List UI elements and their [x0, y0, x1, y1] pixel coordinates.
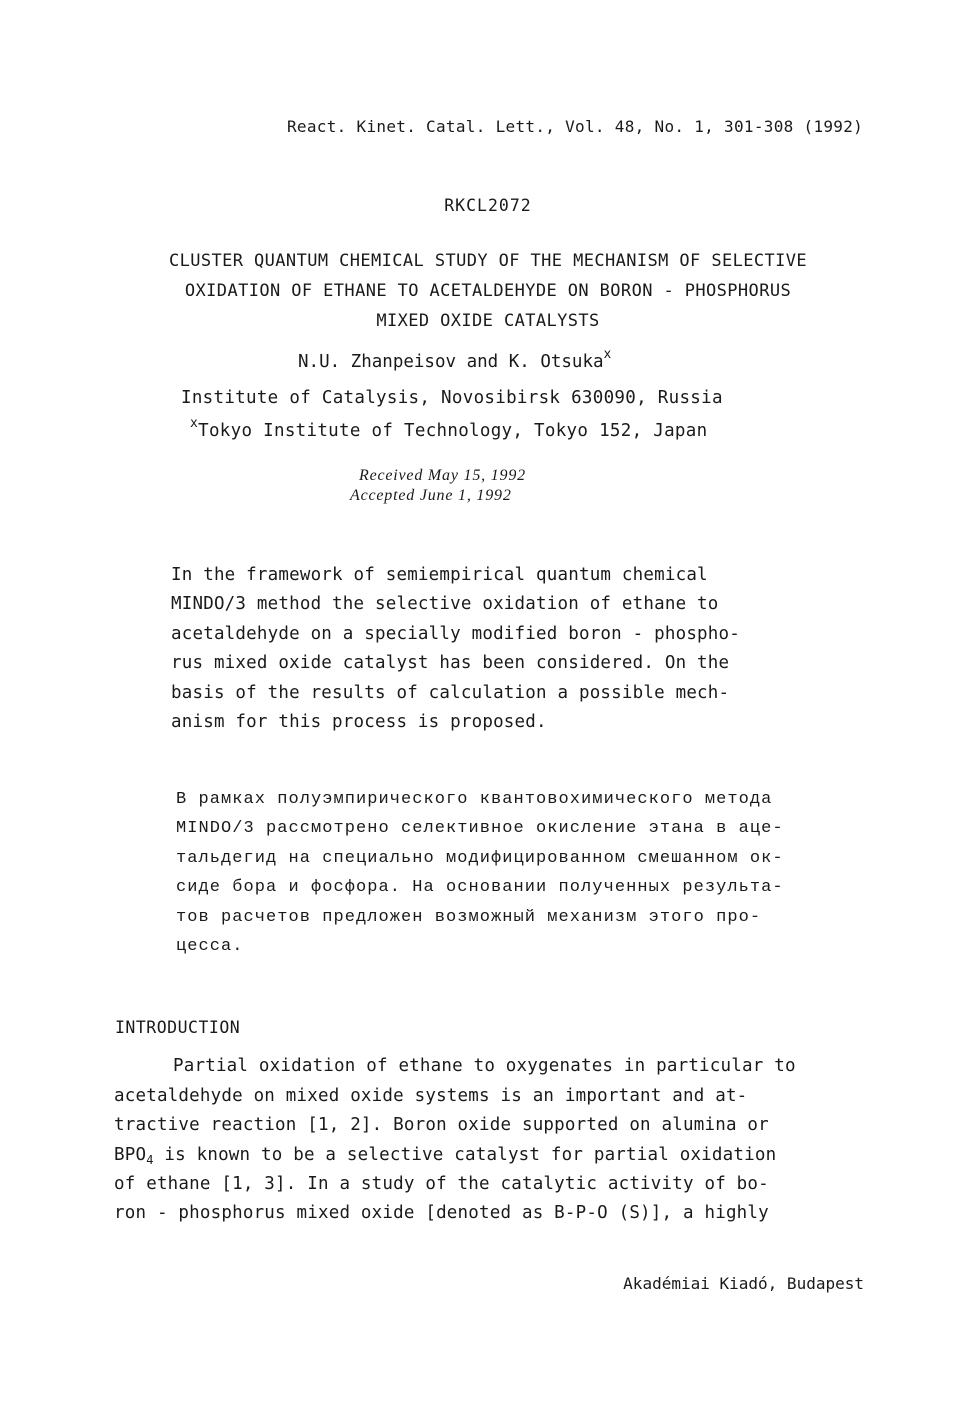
abstract-line: цесса. [176, 937, 244, 956]
title-line: OXIDATION OF ETHANE TO ACETALDEHYDE ON BORON - PHOSPHORUS [184, 281, 792, 301]
section-heading-introduction: INTRODUCTION [115, 1018, 241, 1037]
journal-citation: React. Kinet. Catal. Lett., Vol. 48, No. 1, 301-308 (1992) [287, 117, 864, 136]
formula-subscript: 4 [146, 1153, 154, 1167]
abstract-line: MINDO/3 method the selective oxidation of ethane to [171, 594, 719, 614]
body-line: acetaldehyde on mixed oxide systems is an important and at- [114, 1086, 748, 1106]
author-names: N.U. Zhanpeisov and K. Otsuka [298, 351, 604, 372]
accepted-date: Accepted June 1, 1992 [350, 487, 512, 504]
title-line: CLUSTER QUANTUM CHEMICAL STUDY OF THE MECHANISM OF SELECTIVE [168, 251, 808, 271]
affiliation-text: Tokyo Institute of Technology, Tokyo 152, Japan [198, 420, 708, 441]
abstract-line: acetaldehyde on a specially modified boron - phospho- [171, 624, 741, 644]
abstract-line: rus mixed oxide catalyst has been considered. On the [171, 653, 730, 673]
received-date: Received May 15, 1992 [359, 467, 526, 484]
affiliation-line: Institute of Catalysis, Novosibirsk 630090, Russia [181, 388, 723, 408]
body-line: tractive reaction [1, 2]. Boron oxide supported on alumina or [114, 1115, 769, 1135]
abstract-line: сиде бора и фосфора. На основании полученных результа- [176, 878, 784, 897]
affiliation-mark: x [190, 416, 199, 431]
authors [298, 349, 611, 372]
title-line: MIXED OXIDE CATALYSTS [376, 311, 600, 331]
abstract-line: тов расчетов предложен возможный механизм этого про- [176, 908, 762, 927]
publisher: Akadémiai Kiadó, Budapest [623, 1274, 864, 1293]
affiliation-line [190, 418, 707, 441]
abstract-line: В рамках полуэмпирического квантовохимического метода [176, 790, 773, 809]
body-line [114, 1145, 776, 1165]
body-line: ron - phosphorus mixed oxide [denoted as B-P-O (S)], a highly [114, 1203, 769, 1223]
body-line: Partial oxidation of ethane to oxygenates in particular to [173, 1056, 796, 1076]
abstract-line: MINDO/3 рассмотрено селективное окисление этана в аце- [176, 819, 784, 838]
article-code: RKCL2072 [444, 196, 532, 215]
body-line: of ethane [1, 3]. In a study of the catalytic activity of bo- [114, 1174, 769, 1194]
abstract-line: basis of the results of calculation a possible mech- [171, 683, 730, 703]
affiliation-mark: x [603, 347, 612, 362]
abstract-line: In the framework of semiempirical quantum chemical [171, 565, 708, 585]
formula-bpo: BPO [114, 1145, 147, 1165]
body-text: is known to be a selective catalyst for partial oxidation [153, 1145, 777, 1165]
abstract-line: anism for this process is proposed. [171, 712, 547, 732]
abstract-line: тальдегид на специально модифицированном смешанном ок- [176, 849, 784, 868]
